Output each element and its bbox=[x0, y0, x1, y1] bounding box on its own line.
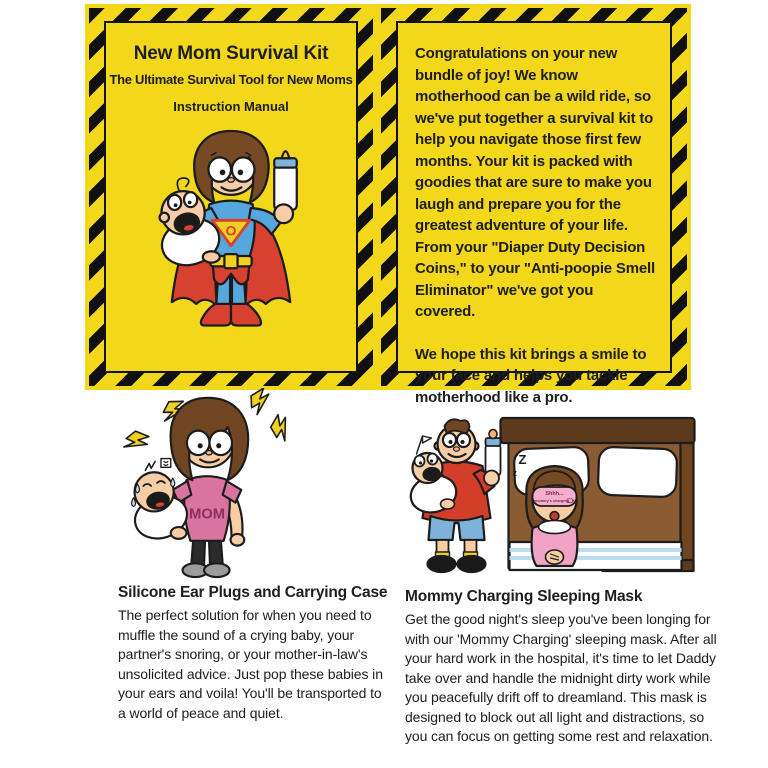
manual-subtitle: The Ultimate Survival Tool for New Moms bbox=[109, 72, 353, 87]
manual-intro-panel bbox=[377, 4, 691, 406]
baby-bottle-icon bbox=[274, 151, 297, 210]
swaddled-baby bbox=[156, 178, 225, 272]
sleep-z-small: z bbox=[512, 468, 517, 478]
intro-paragraph-1: Congratulations on your new bundle of joy! We know motherhood can be a wild ride, so we've put together a survival kit to help you navigate those first few months. Your kit is packed with goodies that are sure to make you laugh and prepare you for the greatest adventure of your life. From your "Diaper Duty Decision Coins," to your "Anti-poopie Smell Eliminator" we've got you covered. bbox=[415, 45, 655, 320]
product-sleeping-mask bbox=[405, 588, 718, 747]
manual-spread bbox=[85, 4, 691, 406]
product-earplugs-name: Silicone Ear Plugs and Carrying Case bbox=[118, 584, 388, 601]
sleep-z-large: Z bbox=[518, 452, 527, 467]
manual-intro-inner bbox=[396, 21, 672, 406]
pillow bbox=[598, 447, 678, 498]
emblem-letter: O bbox=[225, 222, 237, 239]
manual-doc-type: Instruction Manual bbox=[173, 99, 289, 114]
mask-text-line1: Shhh... bbox=[545, 491, 564, 497]
baby-bottle-icon bbox=[486, 430, 501, 477]
manual-title: New Mom Survival Kit bbox=[133, 43, 329, 64]
baby-flag bbox=[423, 436, 432, 443]
dad bbox=[407, 419, 501, 572]
mask-text-line2: mommy's charging bbox=[533, 498, 570, 503]
mom-shirt-label: MOM bbox=[189, 506, 225, 523]
product-earplugs-description: The perfect solution for when you need to muffle the sound of a crying baby, your partner's snoring, or your mother-in-law's unsolicited advice. Just pop these babies in your ears and voila! You'll be transported to a world of peace and quiet. bbox=[118, 607, 383, 721]
gray-shoe bbox=[204, 563, 229, 577]
earplugs-mom-illustration bbox=[110, 388, 306, 580]
sleeping-mom bbox=[526, 466, 583, 566]
product-sleeping-mask-name: Mommy Charging Sleeping Mask bbox=[405, 588, 643, 605]
dad-baby-bed-illustration bbox=[402, 416, 698, 576]
manual-cover-inner bbox=[104, 21, 358, 373]
intro-paragraph-2: We hope this kit brings a smile to your face and helps you tackle motherhood like a pro. bbox=[415, 345, 647, 406]
manual-cover-panel bbox=[85, 4, 377, 390]
product-earplugs bbox=[118, 584, 390, 723]
supermom-illustration bbox=[132, 116, 330, 334]
product-sleeping-mask-description: Get the good night's sleep you've been longing for with our 'Mommy Charging' sleeping mask. After all your hard work in the hospital, it's time to let Daddy take over and handle the midnight dirty work while you peacefully drift off to dreamland. This mask is designed to block out all light and distractions, so you can focus on getting some rest and relaxation. bbox=[405, 611, 717, 744]
